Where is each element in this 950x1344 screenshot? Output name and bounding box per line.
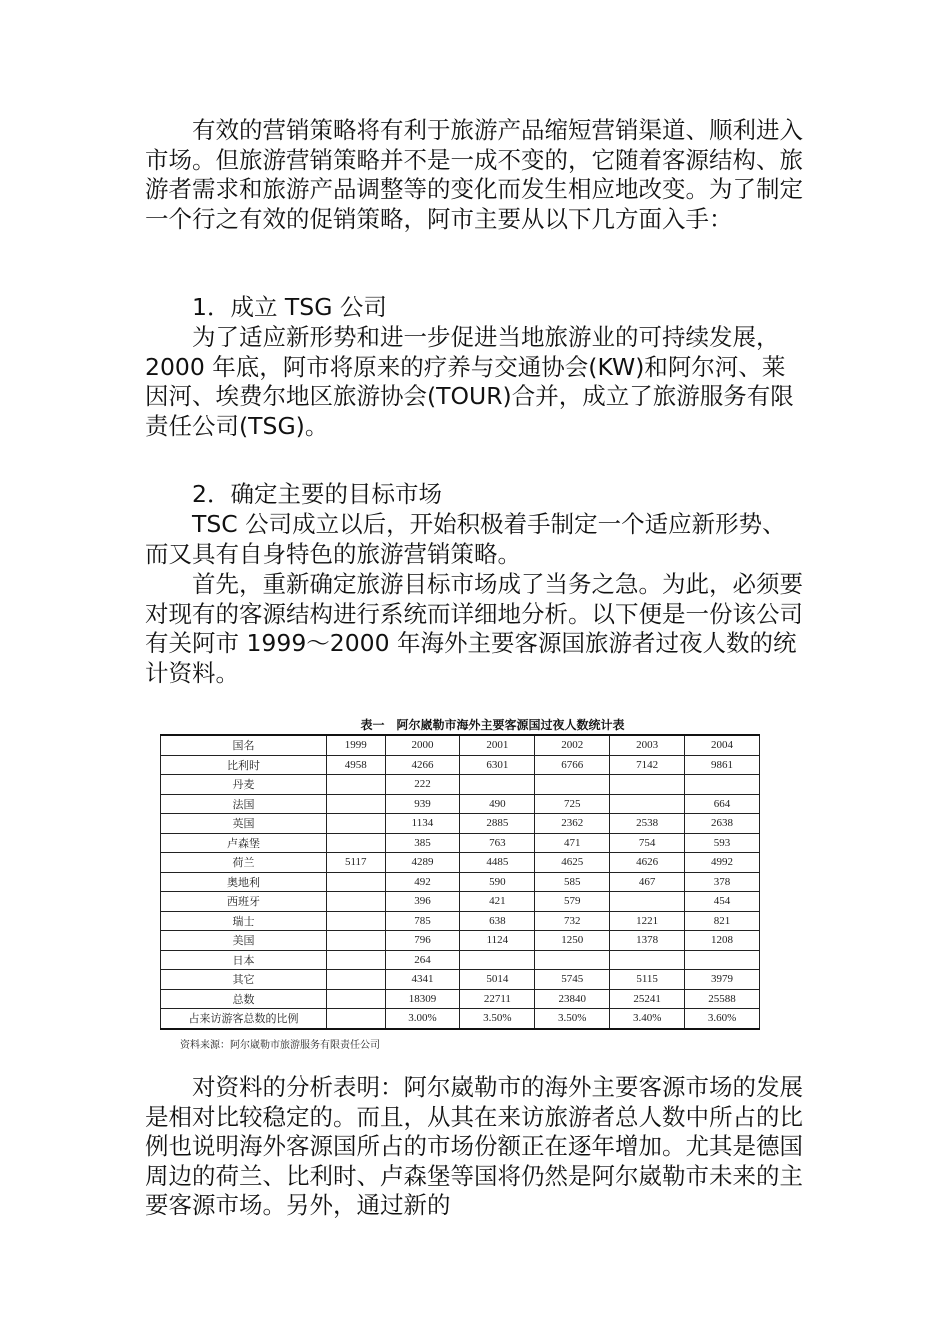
- table-cell: 222: [385, 775, 460, 795]
- table-cell: 23840: [535, 989, 610, 1009]
- table-cell: 796: [385, 931, 460, 951]
- table-cell: 卢森堡: [161, 833, 327, 853]
- table-cell: 6301: [460, 755, 535, 775]
- table-row: [161, 872, 760, 892]
- table-cell: 瑞士: [161, 911, 327, 931]
- table-cell: 4485: [460, 853, 535, 873]
- table-cell: 3.50%: [460, 1009, 535, 1029]
- table-cell: 荷兰: [161, 853, 327, 873]
- table-cell: 664: [685, 794, 760, 814]
- table-cell: 1221: [610, 911, 685, 931]
- table-cell: [327, 794, 386, 814]
- table-cell: 25241: [610, 989, 685, 1009]
- table-cell: 593: [685, 833, 760, 853]
- table-cell: 1250: [535, 931, 610, 951]
- table-row: [161, 950, 760, 970]
- table-cell: 总数: [161, 989, 327, 1009]
- table-cell: 471: [535, 833, 610, 853]
- paragraph-intro: 有效的营销策略将有利于旅游产品缩短营销渠道、顺利进入市场。但旅游营销策略并不是一成不变的，它随着客源结构、旅游者需求和旅游产品调整等的变化而发生相应地改变。为了制定一个行之有效的促销策略，阿市主要从以下几方面入手：: [145, 116, 803, 233]
- table-cell: 3.40%: [610, 1009, 685, 1029]
- table-cell: 396: [385, 892, 460, 912]
- table-cell: [610, 950, 685, 970]
- table-cell: [327, 872, 386, 892]
- table-row: [161, 853, 760, 873]
- table-cell: 占来访游客总数的比例: [161, 1009, 327, 1029]
- table-header-row: [161, 735, 760, 755]
- table-cell: 2362: [535, 814, 610, 834]
- table-cell: 785: [385, 911, 460, 931]
- table-cell: [610, 775, 685, 795]
- table-cell: 丹麦: [161, 775, 327, 795]
- table-cell: 264: [385, 950, 460, 970]
- table-row: [161, 931, 760, 951]
- table-cell: 3979: [685, 970, 760, 990]
- table-cell: 英国: [161, 814, 327, 834]
- table-row: [161, 989, 760, 1009]
- table-cell: [327, 989, 386, 1009]
- table-cell: 4341: [385, 970, 460, 990]
- table-cell: 4626: [610, 853, 685, 873]
- table-header-cell: 2004: [685, 735, 760, 755]
- table-row: [161, 892, 760, 912]
- table-cell: 590: [460, 872, 535, 892]
- table-cell: [535, 775, 610, 795]
- paragraph-market: 首先，重新确定旅游目标市场成了当务之急。为此，必须要对现有的客源结构进行系统而详细地分析。以下便是一份该公司有关阿市 1999～2000 年海外主要客源国旅游者过夜人数的统计资料。: [145, 570, 803, 687]
- table-cell: 378: [685, 872, 760, 892]
- table-cell: [685, 950, 760, 970]
- section-heading-1: 1．成立 TSG 公司: [192, 293, 387, 321]
- table-cell: 5014: [460, 970, 535, 990]
- paragraph-tsc: TSC 公司成立以后，开始积极着手制定一个适应新形势、而又具有自身特色的旅游营销策略。: [145, 510, 786, 568]
- table-cell: 638: [460, 911, 535, 931]
- table-cell: 1208: [685, 931, 760, 951]
- table-header-cell: 1999: [327, 735, 386, 755]
- table-cell: 492: [385, 872, 460, 892]
- table-cell: 西班牙: [161, 892, 327, 912]
- table-cell: 4625: [535, 853, 610, 873]
- overnight-stats-table: [160, 734, 760, 1030]
- table-cell: 467: [610, 872, 685, 892]
- table-cell: 454: [685, 892, 760, 912]
- table-cell: [460, 950, 535, 970]
- table-title: 表一 阿尔崴勒市海外主要客源国过夜人数统计表: [360, 718, 625, 732]
- table-cell: 754: [610, 833, 685, 853]
- table-cell: [327, 814, 386, 834]
- table-header-cell: 2002: [535, 735, 610, 755]
- table-cell: 2885: [460, 814, 535, 834]
- table-cell: 732: [535, 911, 610, 931]
- table-cell: 5117: [327, 853, 386, 873]
- table-row: [161, 775, 760, 795]
- table-cell: 22711: [460, 989, 535, 1009]
- table-cell: 3.60%: [685, 1009, 760, 1029]
- table-cell: 3.00%: [385, 1009, 460, 1029]
- table-cell: 490: [460, 794, 535, 814]
- table-cell: [327, 775, 386, 795]
- table-cell: [685, 775, 760, 795]
- table-cell: 法国: [161, 794, 327, 814]
- table-row: [161, 755, 760, 775]
- table-cell: [610, 892, 685, 912]
- table-cell: [327, 911, 386, 931]
- table-cell: 18309: [385, 989, 460, 1009]
- table-cell: 585: [535, 872, 610, 892]
- table-row: [161, 970, 760, 990]
- table-cell: 421: [460, 892, 535, 912]
- table-cell: 其它: [161, 970, 327, 990]
- table-cell: 4992: [685, 853, 760, 873]
- table-cell: 4289: [385, 853, 460, 873]
- table-cell: 3.50%: [535, 1009, 610, 1029]
- table-cell: [327, 970, 386, 990]
- table-cell: 美国: [161, 931, 327, 951]
- table-cell: [327, 931, 386, 951]
- table-header-cell: 2003: [610, 735, 685, 755]
- table-cell: 1378: [610, 931, 685, 951]
- section-heading-2: 2．确定主要的目标市场: [192, 480, 442, 508]
- table-cell: [327, 833, 386, 853]
- table-cell: [460, 775, 535, 795]
- paragraph-tsg: 为了适应新形势和进一步促进当地旅游业的可持续发展，2000 年底，阿市将原来的疗养与交通协会(KW)和阿尔河、莱因河、埃费尔地区旅游协会(TOUR)合并，成立了旅游服务有限责任公司(TSG)。: [145, 323, 794, 440]
- table-cell: 2538: [610, 814, 685, 834]
- table-cell: [327, 1009, 386, 1029]
- table-cell: [327, 950, 386, 970]
- table-cell: 939: [385, 794, 460, 814]
- table-cell: 725: [535, 794, 610, 814]
- table-cell: 5115: [610, 970, 685, 990]
- table-cell: [535, 950, 610, 970]
- table-row: [161, 794, 760, 814]
- table-cell: 385: [385, 833, 460, 853]
- table-header-cell: 国名: [161, 735, 327, 755]
- table-row: [161, 814, 760, 834]
- table-header-cell: 2000: [385, 735, 460, 755]
- table-cell: 比利时: [161, 755, 327, 775]
- table-cell: 6766: [535, 755, 610, 775]
- table-cell: 日本: [161, 950, 327, 970]
- table-row: [161, 833, 760, 853]
- table-cell: 2638: [685, 814, 760, 834]
- table-cell: [610, 794, 685, 814]
- table-cell: 579: [535, 892, 610, 912]
- table-header-cell: 2001: [460, 735, 535, 755]
- table-cell: 9861: [685, 755, 760, 775]
- statistics-table-figure: [160, 716, 765, 1051]
- paragraph-analysis: 对资料的分析表明：阿尔崴勒市的海外主要客源市场的发展是相对比较稳定的。而且，从其在来访旅游者总人数中所占的比例也说明海外客源国所占的市场份额正在逐年增加。尤其是德国周边的荷兰、比利时、卢森堡等国将仍然是阿尔崴勒市未来的主要客源市场。另外，通过新的: [145, 1073, 803, 1219]
- table-cell: 4266: [385, 755, 460, 775]
- table-cell: 7142: [610, 755, 685, 775]
- table-cell: 821: [685, 911, 760, 931]
- table-cell: [327, 892, 386, 912]
- table-cell: 1124: [460, 931, 535, 951]
- table-cell: 763: [460, 833, 535, 853]
- table-cell: 奥地利: [161, 872, 327, 892]
- table-cell: 25588: [685, 989, 760, 1009]
- table-row: [161, 911, 760, 931]
- table-row: [161, 1009, 760, 1029]
- table-cell: 5745: [535, 970, 610, 990]
- table-cell: 4958: [327, 755, 386, 775]
- table-cell: 1134: [385, 814, 460, 834]
- table-source: 资料来源：阿尔崴勒市旅游服务有限责任公司: [180, 1039, 380, 1051]
